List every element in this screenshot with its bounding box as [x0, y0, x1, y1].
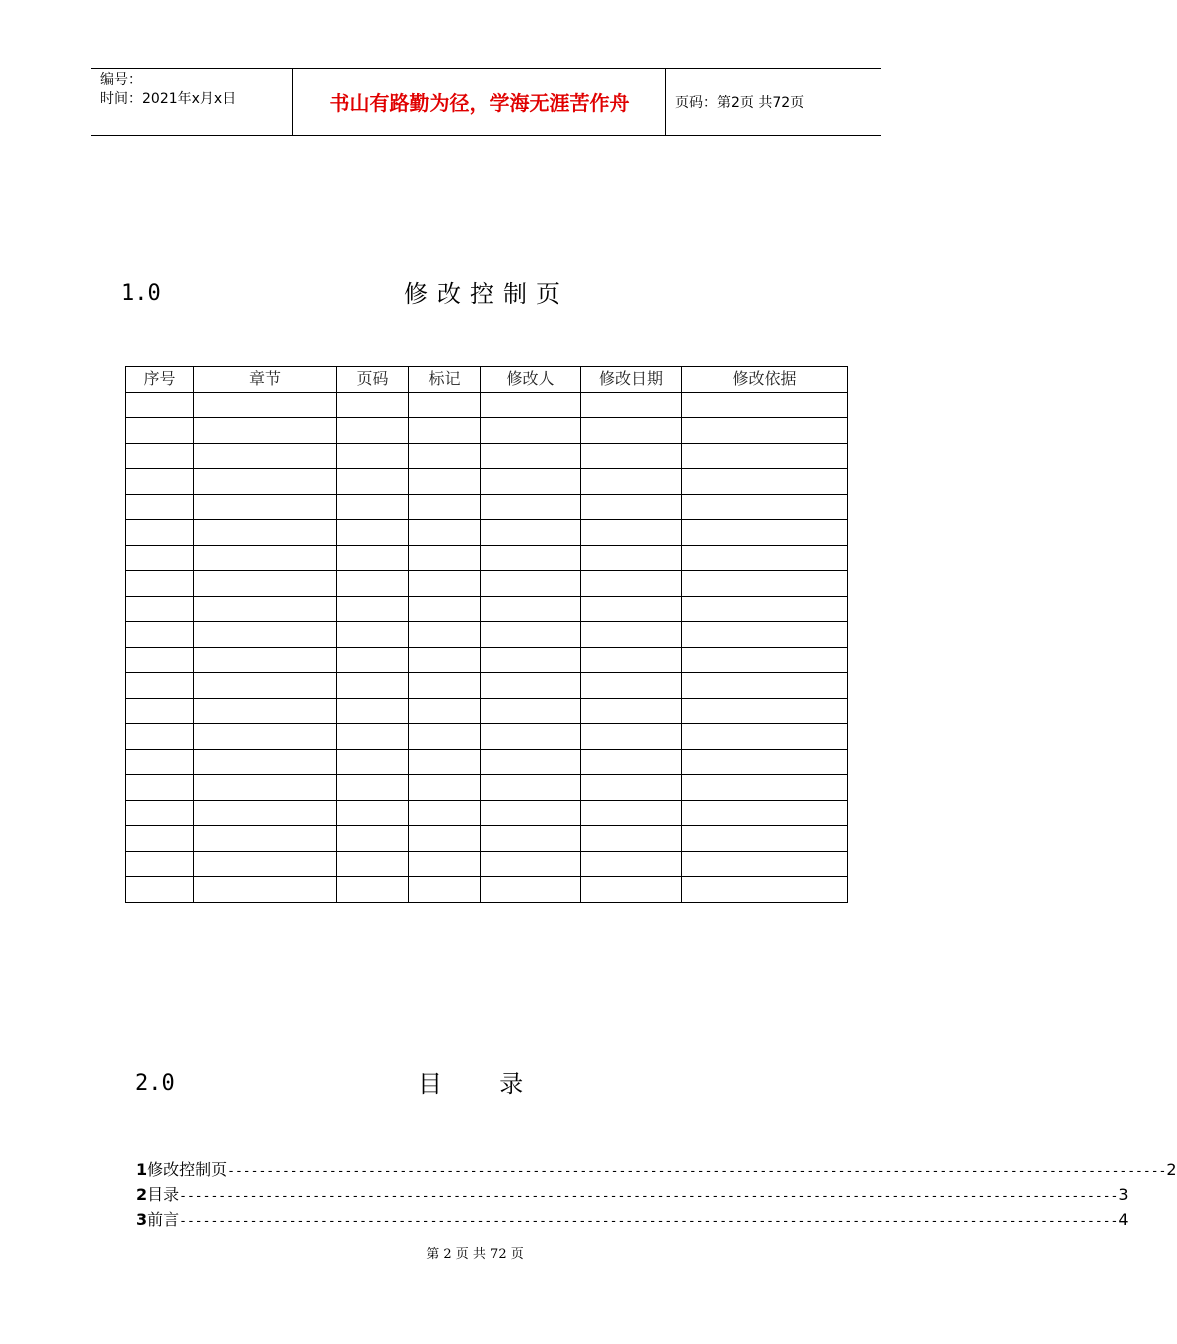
- table-cell[interactable]: [409, 724, 481, 750]
- table-cell[interactable]: [682, 418, 848, 444]
- table-cell[interactable]: [194, 545, 337, 571]
- table-cell[interactable]: [337, 571, 409, 597]
- table-cell[interactable]: [682, 571, 848, 597]
- column-header: 修改依据: [682, 367, 848, 393]
- table-cell[interactable]: [682, 724, 848, 750]
- table-row: [126, 418, 848, 444]
- table-cell[interactable]: [481, 673, 581, 699]
- table-cell[interactable]: [481, 877, 581, 903]
- toc-leader: ------------------------------------------------------------------------------------------------------------------------: [179, 1214, 1119, 1229]
- table-row: [126, 392, 848, 418]
- table-cell[interactable]: [409, 520, 481, 546]
- section2-number: 2.0: [135, 1071, 175, 1096]
- table-cell[interactable]: [581, 698, 682, 724]
- table-cell[interactable]: [337, 775, 409, 801]
- revision-table-body: [126, 392, 848, 902]
- table-row: [126, 622, 848, 648]
- table-cell[interactable]: [409, 622, 481, 648]
- table-cell[interactable]: [337, 851, 409, 877]
- header-top-rule: [91, 68, 881, 69]
- table-cell[interactable]: [581, 469, 682, 495]
- column-header: 序号: [126, 367, 194, 393]
- table-cell[interactable]: [194, 443, 337, 469]
- table-cell[interactable]: [581, 724, 682, 750]
- table-cell[interactable]: [126, 826, 194, 852]
- table-cell[interactable]: [682, 622, 848, 648]
- table-cell[interactable]: [126, 800, 194, 826]
- table-cell[interactable]: [581, 392, 682, 418]
- table-cell[interactable]: [409, 392, 481, 418]
- header-bottom-rule: [91, 135, 881, 136]
- table-cell[interactable]: [337, 520, 409, 546]
- table-row: [126, 775, 848, 801]
- table-cell[interactable]: [409, 418, 481, 444]
- table-cell[interactable]: [194, 571, 337, 597]
- table-cell[interactable]: [481, 775, 581, 801]
- table-cell[interactable]: [682, 851, 848, 877]
- table-cell[interactable]: [409, 698, 481, 724]
- table-cell[interactable]: [409, 800, 481, 826]
- table-cell[interactable]: [337, 673, 409, 699]
- table-cell[interactable]: [337, 800, 409, 826]
- table-cell[interactable]: [581, 622, 682, 648]
- table-cell[interactable]: [337, 826, 409, 852]
- table-cell[interactable]: [126, 520, 194, 546]
- table-cell[interactable]: [337, 545, 409, 571]
- table-cell[interactable]: [126, 418, 194, 444]
- table-cell[interactable]: [481, 443, 581, 469]
- toc-entry-page: 2: [1166, 1160, 1177, 1179]
- table-cell[interactable]: [126, 622, 194, 648]
- table-cell[interactable]: [481, 392, 581, 418]
- table-of-contents: [136, 1157, 1177, 1232]
- table-cell[interactable]: [409, 851, 481, 877]
- table-cell[interactable]: [481, 826, 581, 852]
- column-header: 修改日期: [581, 367, 682, 393]
- table-cell[interactable]: [194, 622, 337, 648]
- table-cell[interactable]: [126, 749, 194, 775]
- table-cell[interactable]: [481, 545, 581, 571]
- table-cell[interactable]: [126, 571, 194, 597]
- toc-entry-number: 3: [136, 1210, 148, 1229]
- table-cell[interactable]: [409, 596, 481, 622]
- table-cell[interactable]: [194, 800, 337, 826]
- table-cell[interactable]: [409, 647, 481, 673]
- table-row: [126, 851, 848, 877]
- table-cell[interactable]: [126, 494, 194, 520]
- table-cell[interactable]: [194, 520, 337, 546]
- table-cell[interactable]: [126, 673, 194, 699]
- table-cell[interactable]: [337, 418, 409, 444]
- toc-entry-number: 2: [136, 1185, 148, 1204]
- table-cell[interactable]: [581, 800, 682, 826]
- table-cell[interactable]: [682, 520, 848, 546]
- table-cell[interactable]: [409, 469, 481, 495]
- table-cell[interactable]: [126, 443, 194, 469]
- table-cell[interactable]: [194, 826, 337, 852]
- table-cell[interactable]: [682, 469, 848, 495]
- table-cell[interactable]: [581, 443, 682, 469]
- table-cell[interactable]: [194, 469, 337, 495]
- table-row: [126, 826, 848, 852]
- table-cell[interactable]: [682, 545, 848, 571]
- table-row: [126, 494, 848, 520]
- column-header: 标记: [409, 367, 481, 393]
- table-cell[interactable]: [194, 749, 337, 775]
- table-cell[interactable]: [481, 647, 581, 673]
- table-cell[interactable]: [682, 826, 848, 852]
- table-cell[interactable]: [126, 724, 194, 750]
- table-cell[interactable]: [581, 749, 682, 775]
- toc-entry-title: 目录: [147, 1185, 180, 1204]
- table-cell[interactable]: [581, 545, 682, 571]
- table-cell[interactable]: [337, 596, 409, 622]
- table-cell[interactable]: [126, 596, 194, 622]
- table-cell[interactable]: [481, 469, 581, 495]
- column-header: 修改人: [481, 367, 581, 393]
- toc-leader: ------------------------------------------------------------------------------------------------------------------------: [227, 1164, 1167, 1179]
- toc-entry-title: 前言: [147, 1210, 180, 1229]
- table-cell[interactable]: [481, 724, 581, 750]
- table-cell[interactable]: [409, 877, 481, 903]
- table-cell[interactable]: [126, 698, 194, 724]
- page-footer: 第 2 页 共 72 页: [426, 1247, 524, 1262]
- table-cell[interactable]: [409, 443, 481, 469]
- table-cell[interactable]: [409, 494, 481, 520]
- table-cell[interactable]: [581, 877, 682, 903]
- table-cell[interactable]: [581, 826, 682, 852]
- table-cell[interactable]: [682, 673, 848, 699]
- table-cell[interactable]: [194, 698, 337, 724]
- table-cell[interactable]: [581, 494, 682, 520]
- table-cell[interactable]: [337, 392, 409, 418]
- table-cell[interactable]: [409, 545, 481, 571]
- table-cell[interactable]: [337, 877, 409, 903]
- table-row: [126, 520, 848, 546]
- table-cell[interactable]: [409, 749, 481, 775]
- table-cell[interactable]: [481, 520, 581, 546]
- table-cell[interactable]: [337, 494, 409, 520]
- table-cell[interactable]: [581, 571, 682, 597]
- table-row: [126, 749, 848, 775]
- section2-title: 目 录: [418, 1070, 538, 1098]
- table-cell[interactable]: [337, 749, 409, 775]
- table-cell[interactable]: [194, 647, 337, 673]
- table-cell[interactable]: [481, 622, 581, 648]
- table-row: [126, 800, 848, 826]
- table-cell[interactable]: [194, 392, 337, 418]
- column-header: 章节: [194, 367, 337, 393]
- table-cell[interactable]: [337, 469, 409, 495]
- table-cell[interactable]: [581, 647, 682, 673]
- table-cell[interactable]: [682, 749, 848, 775]
- table-cell[interactable]: [481, 800, 581, 826]
- table-cell[interactable]: [682, 698, 848, 724]
- table-cell[interactable]: [682, 877, 848, 903]
- table-cell[interactable]: [682, 443, 848, 469]
- section1-number: 1.0: [121, 281, 161, 306]
- table-row: [126, 647, 848, 673]
- table-cell[interactable]: [126, 469, 194, 495]
- table-cell[interactable]: [682, 494, 848, 520]
- table-cell[interactable]: [194, 775, 337, 801]
- table-cell[interactable]: [581, 775, 682, 801]
- table-cell[interactable]: [682, 800, 848, 826]
- column-header: 页码: [337, 367, 409, 393]
- table-cell[interactable]: [481, 571, 581, 597]
- toc-entry-page: 4: [1118, 1210, 1129, 1229]
- table-cell[interactable]: [194, 596, 337, 622]
- table-cell[interactable]: [337, 647, 409, 673]
- toc-leader: ------------------------------------------------------------------------------------------------------------------------: [179, 1189, 1119, 1204]
- table-cell[interactable]: [126, 647, 194, 673]
- table-cell[interactable]: [126, 545, 194, 571]
- table-cell[interactable]: [481, 851, 581, 877]
- toc-entry[interactable]: [136, 1207, 1129, 1232]
- table-cell[interactable]: [126, 775, 194, 801]
- table-row: [126, 596, 848, 622]
- toc-entry-title: 修改控制页: [147, 1160, 228, 1179]
- toc-entry[interactable]: [136, 1182, 1129, 1207]
- table-cell[interactable]: [409, 673, 481, 699]
- table-cell[interactable]: [581, 596, 682, 622]
- header-motto: 书山有路勤为径，学海无涯苦作舟: [329, 91, 630, 115]
- table-cell[interactable]: [581, 851, 682, 877]
- table-cell[interactable]: [194, 877, 337, 903]
- table-cell[interactable]: [481, 749, 581, 775]
- toc-entry-number: 1: [136, 1160, 148, 1179]
- table-cell[interactable]: [337, 698, 409, 724]
- table-cell[interactable]: [581, 520, 682, 546]
- table-cell[interactable]: [194, 494, 337, 520]
- table-cell[interactable]: [481, 596, 581, 622]
- header-page-label: 页码：第2页 共72页: [675, 95, 805, 111]
- table-row: [126, 724, 848, 750]
- table-row: [126, 545, 848, 571]
- table-cell[interactable]: [194, 673, 337, 699]
- table-row: [126, 469, 848, 495]
- table-cell[interactable]: [194, 418, 337, 444]
- table-row: [126, 877, 848, 903]
- table-cell[interactable]: [409, 775, 481, 801]
- section1-title: 修改控制页: [404, 280, 569, 308]
- table-cell[interactable]: [337, 622, 409, 648]
- toc-entry-page: 3: [1118, 1185, 1129, 1204]
- table-cell[interactable]: [581, 673, 682, 699]
- table-cell[interactable]: [126, 851, 194, 877]
- table-cell[interactable]: [581, 418, 682, 444]
- table-cell[interactable]: [126, 392, 194, 418]
- table-cell[interactable]: [682, 647, 848, 673]
- table-cell[interactable]: [337, 443, 409, 469]
- revision-table: [125, 366, 848, 903]
- table-cell[interactable]: [682, 775, 848, 801]
- table-cell[interactable]: [682, 392, 848, 418]
- header-time-label: 时间：2021年x月x日: [100, 91, 237, 107]
- table-row: [126, 698, 848, 724]
- table-row: [126, 673, 848, 699]
- header-number-label: 编号：: [100, 72, 142, 88]
- table-cell[interactable]: [337, 724, 409, 750]
- table-cell[interactable]: [409, 826, 481, 852]
- table-cell[interactable]: [481, 418, 581, 444]
- table-cell[interactable]: [194, 851, 337, 877]
- toc-entry[interactable]: [136, 1157, 1177, 1182]
- table-cell[interactable]: [481, 494, 581, 520]
- table-row: [126, 443, 848, 469]
- table-cell[interactable]: [481, 698, 581, 724]
- table-cell[interactable]: [409, 571, 481, 597]
- table-row: [126, 571, 848, 597]
- table-cell[interactable]: [126, 877, 194, 903]
- table-cell[interactable]: [194, 724, 337, 750]
- revision-table-header: [126, 367, 848, 393]
- table-cell[interactable]: [682, 596, 848, 622]
